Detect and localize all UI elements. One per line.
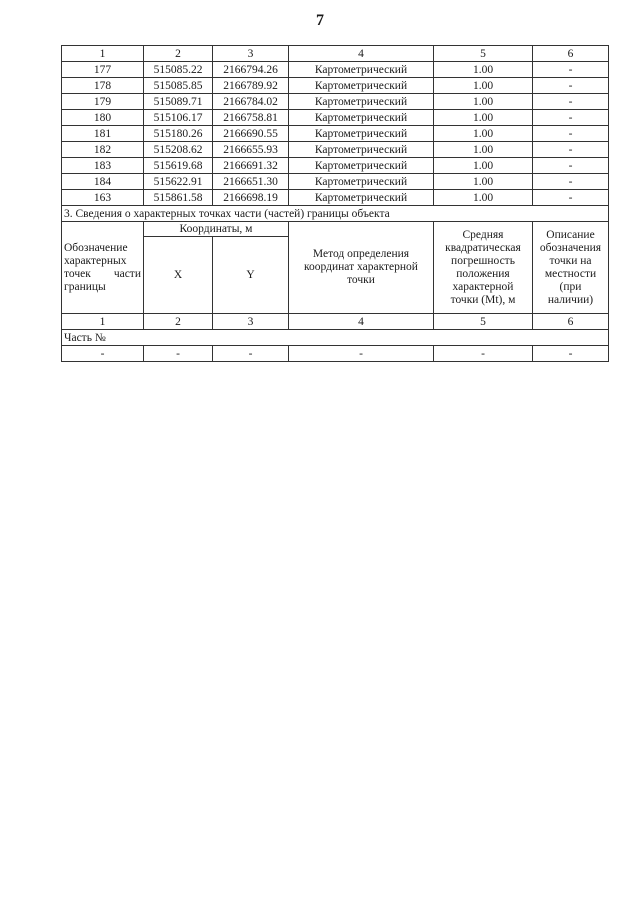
characteristic-points-table	[61, 45, 609, 362]
table-cell: -	[533, 94, 609, 110]
table-cell: 515106.17	[144, 110, 213, 126]
y-header: Y	[213, 237, 289, 314]
column-number: 1	[62, 46, 144, 62]
column-number: 6	[533, 314, 609, 330]
column-number: 1	[62, 314, 144, 330]
table-row	[62, 110, 609, 126]
table-cell: Картометрический	[289, 190, 434, 206]
column-number: 6	[533, 46, 609, 62]
table-row	[62, 142, 609, 158]
table-cell: 1.00	[434, 62, 533, 78]
empty-cell: -	[144, 346, 213, 362]
table-row	[62, 174, 609, 190]
table-cell: Картометрический	[289, 62, 434, 78]
table-cell: 2166784.02	[213, 94, 289, 110]
column-number: 2	[144, 314, 213, 330]
table-cell: 515180.26	[144, 126, 213, 142]
table-cell: 515619.68	[144, 158, 213, 174]
page-number: 7	[316, 12, 324, 29]
method-header: Метод определения координат характерной точки	[289, 222, 434, 314]
table-cell: -	[533, 126, 609, 142]
table-cell: 1.00	[434, 158, 533, 174]
table-cell: 515085.85	[144, 78, 213, 94]
table-cell: 1.00	[434, 126, 533, 142]
table-cell: 2166651.30	[213, 174, 289, 190]
table-row	[62, 94, 609, 110]
table-row	[62, 78, 609, 94]
table-row	[62, 126, 609, 142]
table-cell: Картометрический	[289, 110, 434, 126]
column-number: 3	[213, 46, 289, 62]
table-cell: -	[533, 62, 609, 78]
table-cell: 182	[62, 142, 144, 158]
empty-cell: -	[213, 346, 289, 362]
column-number: 4	[289, 314, 434, 330]
table-cell: 2166698.19	[213, 190, 289, 206]
table-cell: Картометрический	[289, 158, 434, 174]
column-number: 5	[434, 314, 533, 330]
column-number: 2	[144, 46, 213, 62]
column-number: 5	[434, 46, 533, 62]
column-number: 4	[289, 46, 434, 62]
table-cell: 184	[62, 174, 144, 190]
table-cell: 163	[62, 190, 144, 206]
empty-cell: -	[62, 346, 144, 362]
table-cell: Картометрический	[289, 174, 434, 190]
table-cell: 180	[62, 110, 144, 126]
empty-cell: -	[533, 346, 609, 362]
table-cell: 1.00	[434, 110, 533, 126]
table-cell: 1.00	[434, 142, 533, 158]
table-cell: 1.00	[434, 78, 533, 94]
table-cell: 181	[62, 126, 144, 142]
table-cell: 1.00	[434, 94, 533, 110]
column-number-row	[62, 46, 609, 62]
coordinates-header: Координаты, м	[144, 222, 289, 237]
table-cell: -	[533, 142, 609, 158]
table-cell: 515208.62	[144, 142, 213, 158]
table1-body	[62, 46, 609, 206]
point-designation-header: Обозначение характерных точек части границы	[62, 222, 144, 314]
section3-body	[62, 206, 609, 362]
table-cell: Картометрический	[289, 142, 434, 158]
table-cell: 1.00	[434, 190, 533, 206]
table-row	[62, 190, 609, 206]
table-cell: 515861.58	[144, 190, 213, 206]
table-cell: Картометрический	[289, 94, 434, 110]
table-cell: 2166690.55	[213, 126, 289, 142]
column-number: 3	[213, 314, 289, 330]
table-cell: 515085.22	[144, 62, 213, 78]
table-cell: 178	[62, 78, 144, 94]
empty-cell: -	[434, 346, 533, 362]
table-cell: 1.00	[434, 174, 533, 190]
section3-column-number-row	[62, 314, 609, 330]
table-cell: 515622.91	[144, 174, 213, 190]
part-label: Часть №	[62, 330, 609, 346]
mean-error-header: Средняя квадратическая погрешность положения характерной точки (Мt), м	[434, 222, 533, 314]
table-cell: 183	[62, 158, 144, 174]
table-cell: 515089.71	[144, 94, 213, 110]
table-row	[62, 62, 609, 78]
table-cell: 179	[62, 94, 144, 110]
table-cell: Картометрический	[289, 126, 434, 142]
empty-cell: -	[289, 346, 434, 362]
table-cell: -	[533, 174, 609, 190]
table-cell: Картометрический	[289, 78, 434, 94]
table-cell: 2166691.32	[213, 158, 289, 174]
table-row	[62, 158, 609, 174]
table-cell: -	[533, 158, 609, 174]
description-header: Описание обозначения точки на местности (при наличии)	[533, 222, 609, 314]
x-header: X	[144, 237, 213, 314]
table-cell: -	[533, 190, 609, 206]
table-cell: 2166789.92	[213, 78, 289, 94]
table-cell: -	[533, 78, 609, 94]
table-cell: 177	[62, 62, 144, 78]
table-cell: -	[533, 110, 609, 126]
table-cell: 2166794.26	[213, 62, 289, 78]
section3-title: 3. Сведения о характерных точках части (частей) границы объекта	[62, 206, 609, 222]
table-cell: 2166758.81	[213, 110, 289, 126]
empty-row	[62, 346, 609, 362]
table-cell: 2166655.93	[213, 142, 289, 158]
